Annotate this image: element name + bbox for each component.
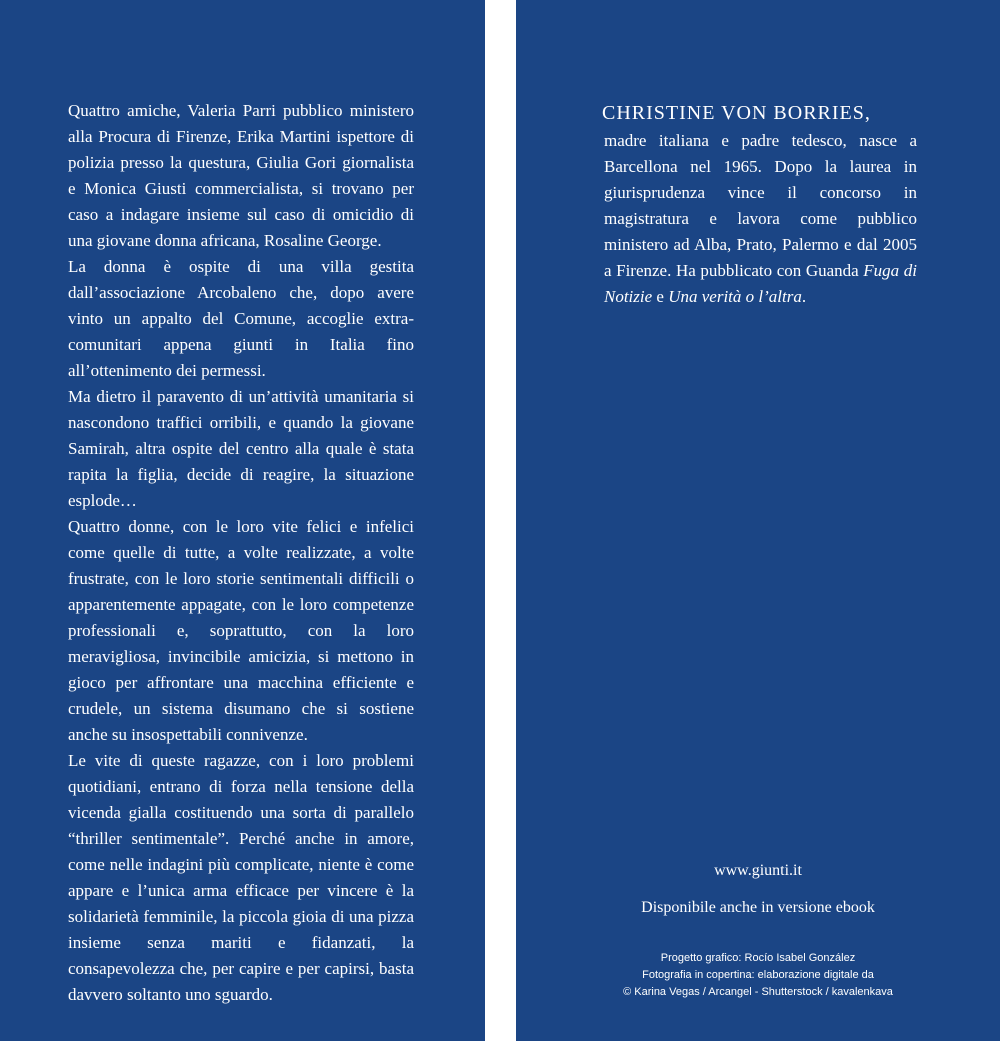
- back-flap-panel: [0, 0, 485, 1041]
- credit-line-1: Progetto grafico: Rocío Isabel González: [660, 952, 856, 964]
- front-flap-panel: [516, 0, 1000, 1041]
- synopsis-paragraph-2: La donna è ospite di una villa gestita dall’associazione Arcobaleno che, dopo avere vinto un appalto del Comune, accoglie extra-comunitari appena giunti in Italia fino all’ottenimento dei permessi.: [68, 257, 414, 380]
- author-bio-conjunction: e: [652, 287, 669, 306]
- author-bio-end: .: [801, 287, 807, 306]
- synopsis-paragraph-4: Quattro donne, con le loro vite felici e infelici come quelle di tutte, a volte realizzate, a volte frustrate, con le loro storie sentimentali difficili o apparentemente appagate, con le loro competenze professionali e, soprattutto, con la loro meravigliosa, invincibile amicizia, si mettono in gioco per affrontare una macchina efficiente e crudele, un sistema disumano che si sostiene anche su insospettabili connivenze.: [68, 517, 414, 744]
- author-bio: [604, 128, 917, 310]
- synopsis-paragraph-5: Le vite di queste ragazze, con i loro problemi quotidiani, entrano di forza nella tensione della vicenda gialla costituendo una sorta di parallelo “thriller sentimentale”. Perché anche in amore, come nelle indagini più complicate, niente è come appare e l’unica arma efficace per vincere è la solidarietà femminile, la piccola gioia di una pizza insieme senza mariti e fidanzati, la consapevolezza che, per capire e per capirsi, basta davvero soltanto uno sguardo.: [68, 751, 414, 1004]
- author-name: CHRISTINE VON BORRIES,: [602, 102, 871, 124]
- publisher-website: www.giunti.it: [714, 862, 802, 879]
- author-bio-block: [604, 98, 917, 310]
- author-bio-text: madre italiana e padre tedesco, nasce a Barcellona nel 1965. Dopo la laurea in giurisprudenza vince il concorso in magistratura e lavora come pubblico ministero ad Alba, Prato, Palermo e dal 2005 a Firenze. Ha pubblicato con Guanda: [604, 131, 917, 280]
- synopsis-paragraph-3: Ma dietro il paravento di un’attività umanitaria si nascondono traffici orribili, e quando la giovane Samirah, altra ospite del centro alla quale è stata rapita la figlia, decide di reagire, la situazione esplode…: [68, 387, 414, 510]
- book-title-1: Fuga di Notizie: [604, 261, 917, 306]
- credit-line-2: Fotografia in copertina: elaborazione digitale da: [642, 969, 874, 981]
- synopsis-paragraph-1: Quattro amiche, Valeria Parri pubblico ministero alla Procura di Firenze, Erika Martini ispettore di polizia presso la questura, Giulia Gori giornalista e Monica Giusti commercialista, si trovano per caso a indagare insieme sul caso di omicidio di una giovane donna africana, Rosaline George.: [68, 101, 414, 250]
- credits-block: [516, 950, 1000, 1001]
- credit-line-3: © Karina Vegas / Arcangel - Shutterstock / kavalenkava: [623, 986, 893, 998]
- ebook-note: Disponibile anche in versione ebook: [641, 899, 875, 916]
- book-title-2: Una verità o l’altra: [668, 287, 802, 306]
- synopsis-text: [68, 98, 414, 1008]
